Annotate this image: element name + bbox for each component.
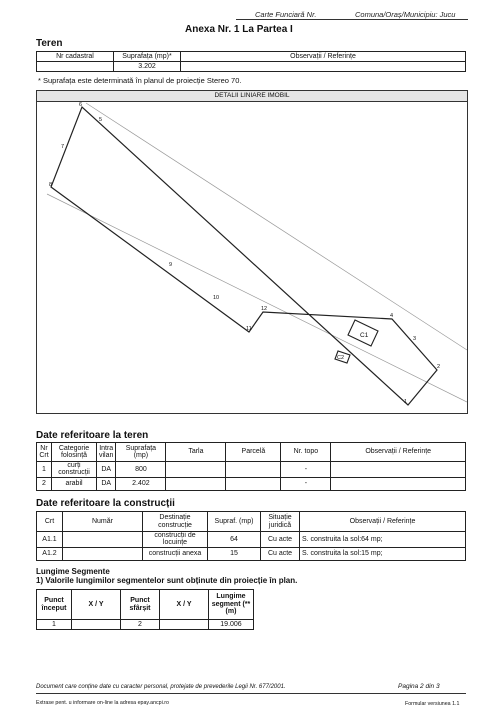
point-label-8: 8 xyxy=(49,182,53,188)
col-tarla: Tarla xyxy=(166,443,226,462)
teren-table xyxy=(36,51,466,72)
col-parcela: Parcelă xyxy=(226,443,281,462)
location-label: Comuna/Oraș/Municipiu: Jucu xyxy=(355,10,456,19)
building-label-c2: C2 xyxy=(337,355,345,361)
col-punct-inceput: Punct început xyxy=(37,590,72,620)
col-supraf: Supraf. (mp) xyxy=(208,512,261,532)
cell-categorie: curți construcții xyxy=(52,462,97,478)
footer-extras: Extrase pent. u informare on-line la adresa epay.ancpi.ro xyxy=(36,700,169,706)
cell-punct-sfarsit: 2 xyxy=(121,620,160,630)
table-row xyxy=(37,620,254,630)
point-label-6: 6 xyxy=(79,102,83,108)
cell-nr: 1 xyxy=(37,462,52,478)
col-nr-crt: Nr Crt xyxy=(37,443,52,462)
plan-frame xyxy=(36,90,468,414)
lungime-heading: Lungime Segmente xyxy=(36,567,110,576)
cell-observatii xyxy=(331,462,466,478)
cell-situatie: Cu acte xyxy=(261,532,300,548)
cell-suprafata: 2.402 xyxy=(116,477,166,490)
col-xy-inceput: X / Y xyxy=(72,590,121,620)
table-row xyxy=(37,477,466,490)
point-label-2: 2 xyxy=(437,364,441,370)
point-label-10: 10 xyxy=(213,295,220,301)
col-observatii: Observații / Referințe xyxy=(331,443,466,462)
col-suprafata: Suprafața (mp) xyxy=(116,443,166,462)
col-numar: Număr xyxy=(63,512,143,532)
date-teren-table xyxy=(36,442,466,491)
cell-crt: A1.1 xyxy=(37,532,63,548)
cell-observatii: S. construita la sol:15 mp; xyxy=(300,547,466,560)
cell-nr-cadastral xyxy=(37,62,114,72)
cell-tarla xyxy=(166,477,226,490)
cell-intravilan: DA xyxy=(97,477,116,490)
cell-observatii xyxy=(331,477,466,490)
cell-supraf: 64 xyxy=(208,532,261,548)
cell-parcela xyxy=(226,477,281,490)
building-label-c1: C1 xyxy=(360,332,369,339)
date-teren-heading: Date referitoare la teren xyxy=(36,430,149,441)
cell-nr-topo: - xyxy=(281,462,331,478)
neighbor-line-lower xyxy=(47,194,467,402)
col-destinatie: Destinație construcție xyxy=(143,512,208,532)
cell-observatii: S. construita la sol:64 mp; xyxy=(300,532,466,548)
point-label-4: 4 xyxy=(390,313,394,319)
carte-funciara-label: Carte Funciară Nr. xyxy=(255,10,317,19)
cell-situatie: Cu acte xyxy=(261,547,300,560)
cell-intravilan: DA xyxy=(97,462,116,478)
col-nr-cadastral: Nr cadastral xyxy=(37,52,114,62)
point-label-12: 12 xyxy=(261,306,268,312)
teren-heading: Teren xyxy=(36,38,63,49)
col-categorie: Categorie folosință xyxy=(52,443,97,462)
cell-suprafata: 800 xyxy=(116,462,166,478)
cell-destinatie: construcții de locuințe xyxy=(143,532,208,548)
cell-punct-inceput: 1 xyxy=(37,620,72,630)
col-xy-sfarsit: X / Y xyxy=(160,590,209,620)
col-situatie: Situație juridică xyxy=(261,512,300,532)
cell-numar xyxy=(63,532,143,548)
point-label-9: 9 xyxy=(169,262,173,268)
cell-categorie: arabil xyxy=(52,477,97,490)
col-nr-topo: Nr. topo xyxy=(281,443,331,462)
footer-rule xyxy=(36,693,466,694)
col-observatii: Observații / Referințe xyxy=(181,52,466,62)
cell-tarla xyxy=(166,462,226,478)
footer-formular: Formular versiunea 1.1 xyxy=(405,701,460,707)
cell-suprafata: 3.202 xyxy=(114,62,181,72)
table-row xyxy=(37,547,466,560)
cell-nr-topo: - xyxy=(281,477,331,490)
col-crt: Crt xyxy=(37,512,63,532)
cell-lungime: 19.006 xyxy=(209,620,254,630)
plan-drawing xyxy=(37,102,467,413)
col-lungime: Lungime segment (** (m) xyxy=(209,590,254,620)
col-intravilan: Intra vilan xyxy=(97,443,116,462)
table-row xyxy=(37,462,466,478)
cell-crt: A1.2 xyxy=(37,547,63,560)
point-label-1: 1 xyxy=(404,399,408,405)
cell-xy-inceput xyxy=(72,620,121,630)
point-label-5: 5 xyxy=(99,117,103,123)
footer-disclaimer: Document care conține date cu caracter personal, protejate de prevederile Legii Nr. 677/2001. xyxy=(36,684,286,690)
col-suprafata: Suprafața (mp)* xyxy=(114,52,181,62)
point-label-7: 7 xyxy=(61,144,65,150)
lungime-subheading: 1) Valorile lungimilor segmentelor sunt obținute din proiecție în plan. xyxy=(36,576,298,585)
table-row xyxy=(37,532,466,548)
cell-parcela xyxy=(226,462,281,478)
teren-note: * Suprafața este determinată în planul de proiecție Stereo 70. xyxy=(38,76,242,85)
col-punct-sfarsit: Punct sfârșit xyxy=(121,590,160,620)
point-label-3: 3 xyxy=(413,336,417,342)
header-rule xyxy=(236,19,468,20)
cell-supraf: 15 xyxy=(208,547,261,560)
cell-nr: 2 xyxy=(37,477,52,490)
cell-destinatie: construcții anexa xyxy=(143,547,208,560)
parcel-boundary xyxy=(51,107,437,405)
footer-page: Pagina 2 din 3 xyxy=(398,683,440,690)
date-constructii-heading: Date referitoare la construcții xyxy=(36,498,175,509)
anexa-title: Anexa Nr. 1 La Partea I xyxy=(185,24,293,35)
date-constructii-table xyxy=(36,511,466,561)
plan-title: DETALII LINIARE IMOBIL xyxy=(37,91,467,102)
lungime-table xyxy=(36,589,254,630)
col-observatii: Observații / Referințe xyxy=(300,512,466,532)
point-label-11: 11 xyxy=(246,326,252,332)
cell-observatii xyxy=(181,62,466,72)
cell-xy-sfarsit xyxy=(160,620,209,630)
cell-numar xyxy=(63,547,143,560)
